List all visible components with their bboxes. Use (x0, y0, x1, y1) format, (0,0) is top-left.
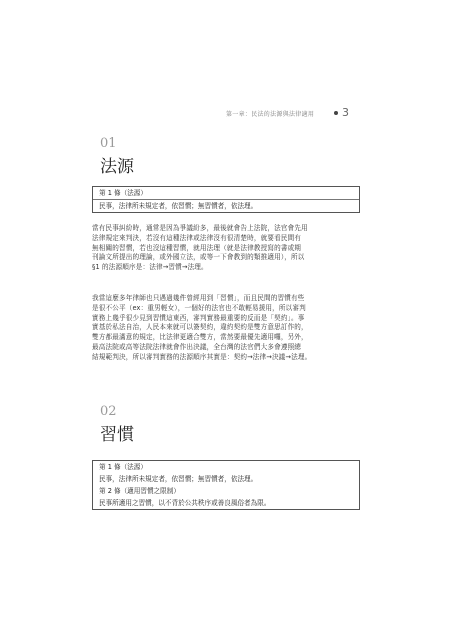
section-number: 01 (100, 136, 117, 151)
paragraph (92, 224, 358, 273)
running-header: 第一章：民法的法源與法律適用 (226, 111, 315, 118)
statute-heading: 第 2 條（適用習慣之限制） (99, 487, 180, 495)
statute-text: 民事，法律所未規定者，依習慣；無習慣者，依法理。 (99, 202, 258, 210)
statute-box (92, 460, 360, 510)
statute-heading: 第 1 條（法源） (99, 463, 147, 471)
page-number: 3 (342, 106, 349, 119)
section-title: 習慣 (100, 425, 134, 445)
statute-text: 民事所適用之習慣，以不背於公共秩序或善良風俗者為限。 (99, 499, 271, 507)
text-line: 雙方都最滿意的規定，比法律更適合雙方，當然要最優先適用囉，另外， (92, 333, 308, 342)
text-line: 我當這麼多年律師也只遇過幾件曾經用到「習慣」，而且民間的習慣有些 (92, 294, 305, 302)
text-line: 最高法院或高等法院法律就會作出決議，全台灣的法官們大多會遵照總 (92, 342, 302, 351)
paragraph (92, 294, 358, 363)
text-line: 法律規定來判決，若沒有這種法律或法律沒有很清楚時，就要看民間有 (92, 233, 302, 242)
bullet-icon (334, 111, 338, 115)
statute-text: 民事，法律所未規定者，依習慣；無習慣者，依法理。 (99, 475, 258, 483)
text-line: 刊論文所提出的理論，或外國立法，或等一下會教到的類推適用），所以 (92, 253, 305, 262)
text-line: 當有民事糾紛時，通常是因為爭議紛多，最後就會告上法院，法官會先用 (92, 224, 308, 232)
text-line: §1 的法源順序是：法律→習慣→法理。 (92, 263, 208, 272)
statute-box (92, 186, 360, 213)
text-line: 結規範判決，所以審判實務的法源順序其實是：契約→法律→決議→法理。 (92, 352, 312, 361)
text-line: 實基於私法自治，人民本來就可以簽契約，違約契約是雙方意思訂作的， (92, 323, 308, 332)
text-line: 是很不公平（ex：重男輕女），一個好的法官也不敢輕易援用，所以審判 (92, 303, 306, 312)
section-number: 02 (100, 404, 117, 419)
text-line: 實務上幾乎很少見到習慣這東西，審判實務最重要的反而是「契約」。事 (92, 313, 305, 322)
statute-heading: 第 1 條（法源） (93, 187, 359, 200)
section-title: 法源 (100, 157, 134, 177)
text-line: 無相關的習慣，若也沒這種習慣，就用法理（就是法律教授寫的書或期 (92, 243, 302, 252)
